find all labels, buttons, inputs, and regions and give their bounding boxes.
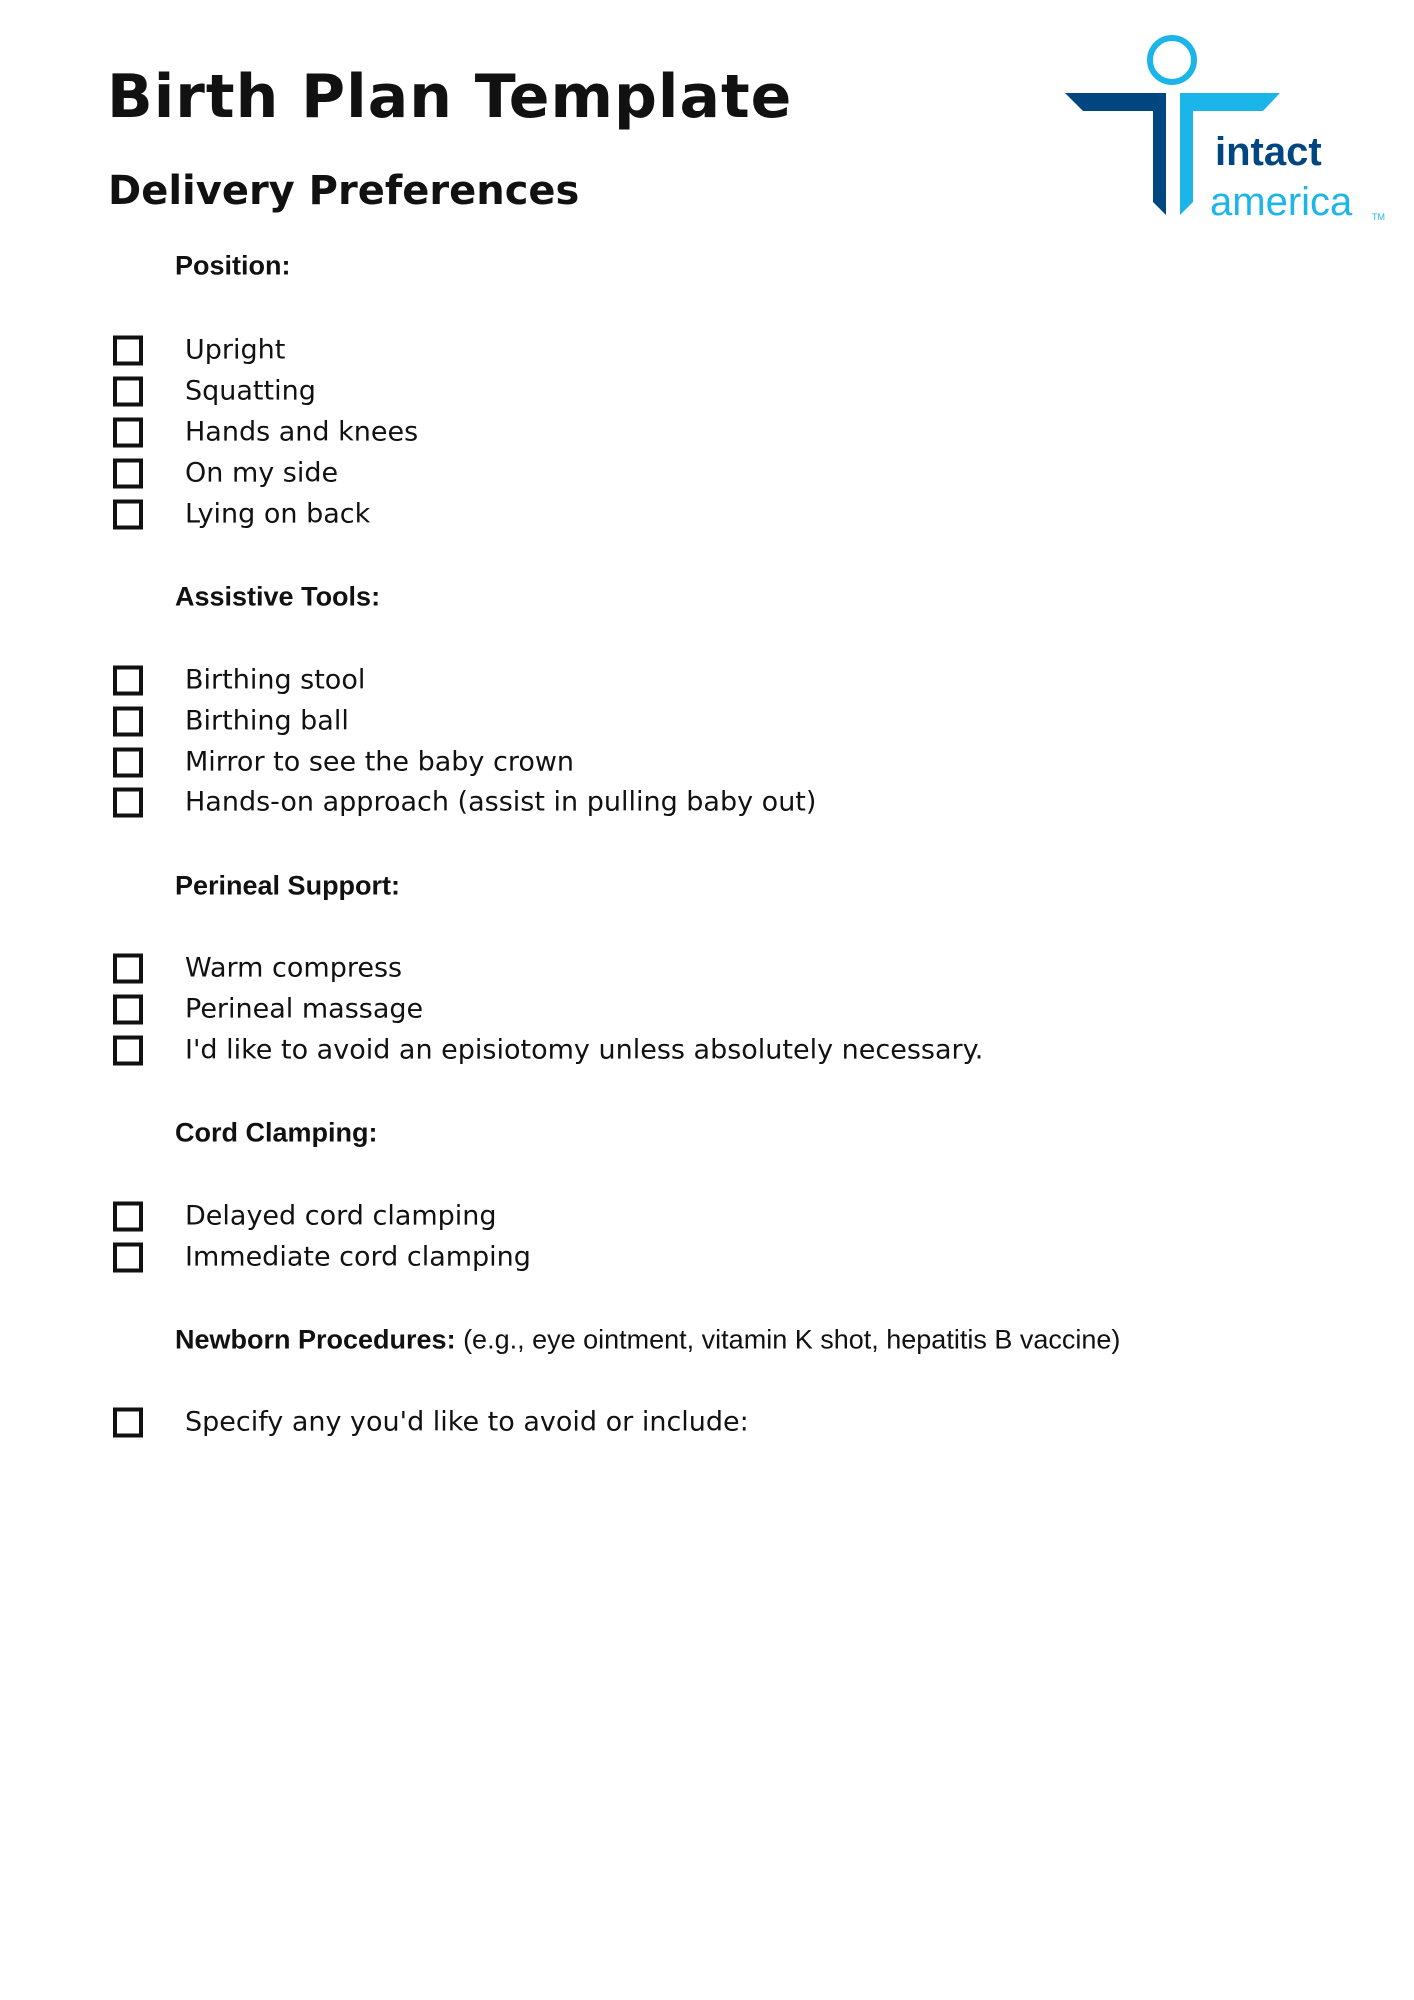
checkbox[interactable] — [113, 1201, 143, 1231]
checkbox-item[interactable] — [113, 458, 338, 489]
section-title: Delivery Preferences — [108, 168, 580, 214]
item-label: Birthing ball — [185, 705, 349, 737]
checkbox-item[interactable] — [113, 787, 816, 818]
checkbox-item[interactable] — [113, 1035, 983, 1066]
checkbox[interactable] — [113, 376, 143, 406]
checkbox[interactable] — [113, 994, 143, 1024]
checkbox[interactable] — [113, 1407, 143, 1437]
checkbox-item[interactable] — [113, 706, 349, 737]
checkbox-item[interactable] — [113, 747, 574, 778]
item-label: Lying on back — [185, 498, 371, 530]
item-label: Hands and knees — [185, 416, 419, 448]
item-label: Upright — [185, 334, 286, 366]
checkbox[interactable] — [113, 417, 143, 447]
checkbox[interactable] — [113, 335, 143, 365]
checkbox-item[interactable] — [113, 1407, 749, 1438]
logo-text-america: america — [1210, 180, 1353, 224]
heading-note: (e.g., eye ointment, vitamin K shot, hepatitis B vaccine) — [455, 1324, 1121, 1355]
item-label: Birthing stool — [185, 664, 366, 696]
item-label: On my side — [185, 457, 339, 489]
checkbox[interactable] — [113, 458, 143, 488]
checkbox[interactable] — [113, 665, 143, 695]
checkbox[interactable] — [113, 953, 143, 983]
item-label: Perineal massage — [185, 993, 424, 1025]
heading-newborn-procedures — [175, 1325, 1120, 1356]
heading-assistive-tools: Assistive Tools: — [175, 581, 381, 612]
heading-position: Position: — [175, 250, 291, 281]
item-label: Hands-on approach (assist in pulling baby out) — [185, 786, 817, 818]
item-label: Mirror to see the baby crown — [185, 746, 575, 778]
checkbox[interactable] — [113, 747, 143, 777]
checkbox-item[interactable] — [113, 1242, 531, 1273]
heading-perineal-support: Perineal Support: — [175, 870, 401, 901]
item-label: Delayed cord clamping — [185, 1200, 497, 1232]
intact-america-logo — [1060, 30, 1410, 230]
checkbox-item[interactable] — [113, 335, 285, 366]
checkbox[interactable] — [113, 1242, 143, 1272]
logo-trademark: TM — [1372, 212, 1385, 222]
checkbox[interactable] — [113, 499, 143, 529]
checkbox-item[interactable] — [113, 376, 316, 407]
item-label: Specify any you'd like to avoid or include: — [185, 1406, 749, 1438]
checkbox[interactable] — [113, 787, 143, 817]
item-label: Squatting — [185, 375, 316, 407]
checkbox-item[interactable] — [113, 1201, 497, 1232]
logo-text-intact: intact — [1215, 130, 1322, 174]
checkbox-item[interactable] — [113, 994, 423, 1025]
checkbox-item[interactable] — [113, 665, 365, 696]
heading-label: Newborn Procedures: — [175, 1324, 456, 1355]
item-label: I'd like to avoid an episiotomy unless absolutely necessary. — [185, 1034, 984, 1066]
page-title: Birth Plan Template — [107, 62, 793, 132]
checkbox[interactable] — [113, 1035, 143, 1065]
heading-cord-clamping: Cord Clamping: — [175, 1117, 378, 1148]
item-label: Immediate cord clamping — [185, 1241, 531, 1273]
checkbox-item[interactable] — [113, 953, 402, 984]
checkbox-item[interactable] — [113, 417, 418, 448]
checkbox-item[interactable] — [113, 499, 370, 530]
checkbox[interactable] — [113, 706, 143, 736]
item-label: Warm compress — [185, 952, 403, 984]
